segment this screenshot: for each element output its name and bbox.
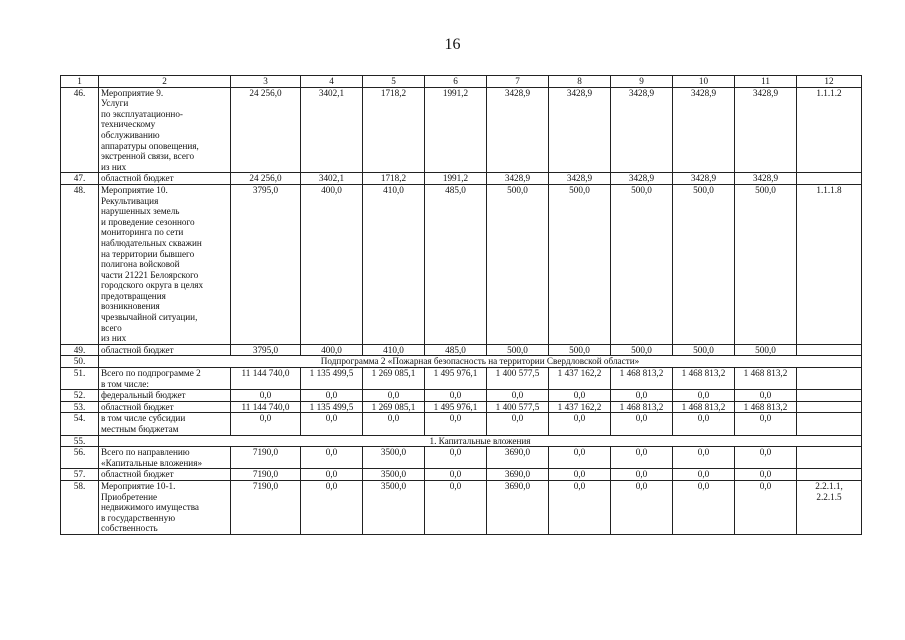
- row-number: 47.: [61, 173, 99, 185]
- row-number: 55.: [61, 435, 99, 447]
- column-number: 6: [425, 76, 487, 88]
- amount-cell: 3500,0: [363, 447, 425, 469]
- amount-cell: 500,0: [549, 184, 611, 344]
- amount-cell: 3402,1: [301, 173, 363, 185]
- target-code: 1.1.1.2: [797, 87, 862, 173]
- amount-cell: 0,0: [425, 447, 487, 469]
- amount-cell: 3500,0: [363, 469, 425, 481]
- table-row: [61, 173, 862, 185]
- amount-cell: 3690,0: [487, 447, 549, 469]
- amount-cell: 1 495 976,1: [425, 368, 487, 390]
- amount-cell: 0,0: [673, 469, 735, 481]
- amount-cell: 0,0: [301, 390, 363, 402]
- amount-cell: 0,0: [425, 390, 487, 402]
- column-number: 7: [487, 76, 549, 88]
- amount-cell: 3428,9: [611, 87, 673, 173]
- row-number: 46.: [61, 87, 99, 173]
- amount-cell: 1 468 813,2: [611, 401, 673, 413]
- target-code: [797, 401, 862, 413]
- amount-cell: 0,0: [611, 447, 673, 469]
- amount-cell: 0,0: [549, 480, 611, 534]
- amount-cell: 500,0: [549, 344, 611, 356]
- amount-cell: 500,0: [611, 344, 673, 356]
- column-number: 9: [611, 76, 673, 88]
- row-number: 48.: [61, 184, 99, 344]
- amount-cell: 485,0: [425, 184, 487, 344]
- amount-cell: 3402,1: [301, 87, 363, 173]
- row-number: 52.: [61, 390, 99, 402]
- item-name: Мероприятие 9. Услуги по эксплуатационно- техническому обслуживанию аппаратуры оповещения, экстренной связи, всего из них: [99, 87, 231, 173]
- section-heading: 1. Капитальные вложения: [99, 435, 862, 447]
- amount-cell: 3428,9: [487, 173, 549, 185]
- target-code: [797, 469, 862, 481]
- amount-cell: 1 400 577,5: [487, 401, 549, 413]
- page-number: 16: [444, 36, 461, 53]
- amount-cell: 24 256,0: [231, 87, 301, 173]
- table-row: [61, 480, 862, 534]
- amount-cell: 7190,0: [231, 480, 301, 534]
- amount-cell: 1 135 499,5: [301, 368, 363, 390]
- amount-cell: 1 437 162,2: [549, 368, 611, 390]
- amount-cell: 3428,9: [549, 87, 611, 173]
- amount-cell: 3795,0: [231, 344, 301, 356]
- amount-cell: 1 468 813,2: [673, 368, 735, 390]
- amount-cell: 11 144 740,0: [231, 368, 301, 390]
- amount-cell: 0,0: [611, 390, 673, 402]
- amount-cell: 3690,0: [487, 480, 549, 534]
- item-name: областной бюджет: [99, 173, 231, 185]
- item-name: Всего по подпрограмме 2 в том числе:: [99, 368, 231, 390]
- amount-cell: 500,0: [673, 184, 735, 344]
- amount-cell: 0,0: [549, 447, 611, 469]
- amount-cell: 24 256,0: [231, 173, 301, 185]
- amount-cell: 0,0: [549, 413, 611, 435]
- amount-cell: 0,0: [231, 413, 301, 435]
- column-number: 3: [231, 76, 301, 88]
- column-number: 8: [549, 76, 611, 88]
- amount-cell: 1 269 085,1: [363, 401, 425, 413]
- amount-cell: 0,0: [301, 480, 363, 534]
- item-name: в том числе субсидии местным бюджетам: [99, 413, 231, 435]
- row-number: 53.: [61, 401, 99, 413]
- amount-cell: 0,0: [611, 413, 673, 435]
- amount-cell: 0,0: [301, 413, 363, 435]
- amount-cell: 3428,9: [735, 87, 797, 173]
- amount-cell: 500,0: [487, 344, 549, 356]
- row-number: 57.: [61, 469, 99, 481]
- column-number: 2: [99, 76, 231, 88]
- item-name: Мероприятие 10. Рекультивация нарушенных земель и проведение сезонного мониторинга по сети наблюдательных скважин на территории бывшего полигона войсковой части 21221 Белоярского городского округа в целях предотвращения возникновения чрезвычайной ситуации, всего из них: [99, 184, 231, 344]
- row-number: 56.: [61, 447, 99, 469]
- budget-table: [60, 75, 862, 535]
- amount-cell: 0,0: [487, 390, 549, 402]
- amount-cell: 0,0: [735, 469, 797, 481]
- column-number: 12: [797, 76, 862, 88]
- amount-cell: 500,0: [735, 344, 797, 356]
- target-code: [797, 344, 862, 356]
- table-row: [61, 390, 862, 402]
- amount-cell: 11 144 740,0: [231, 401, 301, 413]
- item-name: федеральный бюджет: [99, 390, 231, 402]
- target-code: [797, 173, 862, 185]
- amount-cell: 1718,2: [363, 173, 425, 185]
- amount-cell: 0,0: [425, 469, 487, 481]
- amount-cell: 400,0: [301, 344, 363, 356]
- column-number: 11: [735, 76, 797, 88]
- section-heading: Подпрограмма 2 «Пожарная безопасность на территории Свердловской области»: [99, 356, 862, 368]
- row-number: 58.: [61, 480, 99, 534]
- table-row: [61, 435, 862, 447]
- amount-cell: 3690,0: [487, 469, 549, 481]
- target-code: 2.2.1.1, 2.2.1.5: [797, 480, 862, 534]
- amount-cell: 0,0: [549, 390, 611, 402]
- column-number: 10: [673, 76, 735, 88]
- amount-cell: 0,0: [363, 390, 425, 402]
- table-row: [61, 401, 862, 413]
- amount-cell: 0,0: [301, 469, 363, 481]
- target-code: [797, 368, 862, 390]
- amount-cell: 1 468 813,2: [673, 401, 735, 413]
- amount-cell: 3428,9: [673, 87, 735, 173]
- amount-cell: 0,0: [735, 413, 797, 435]
- amount-cell: 3795,0: [231, 184, 301, 344]
- amount-cell: 1 468 813,2: [735, 368, 797, 390]
- amount-cell: 410,0: [363, 344, 425, 356]
- amount-cell: 0,0: [611, 469, 673, 481]
- table-row: [61, 184, 862, 344]
- table-header-row: [61, 76, 862, 88]
- amount-cell: 0,0: [673, 447, 735, 469]
- amount-cell: 1 135 499,5: [301, 401, 363, 413]
- table-row: [61, 356, 862, 368]
- amount-cell: 0,0: [425, 413, 487, 435]
- amount-cell: 0,0: [363, 413, 425, 435]
- item-name: областной бюджет: [99, 469, 231, 481]
- amount-cell: 3428,9: [735, 173, 797, 185]
- item-name: областной бюджет: [99, 344, 231, 356]
- amount-cell: 7190,0: [231, 469, 301, 481]
- row-number: 54.: [61, 413, 99, 435]
- target-code: [797, 447, 862, 469]
- amount-cell: 0,0: [487, 413, 549, 435]
- amount-cell: 0,0: [549, 469, 611, 481]
- column-number: 5: [363, 76, 425, 88]
- amount-cell: 3500,0: [363, 480, 425, 534]
- amount-cell: 1991,2: [425, 87, 487, 173]
- amount-cell: 3428,9: [673, 173, 735, 185]
- table-row: [61, 87, 862, 173]
- amount-cell: 0,0: [735, 447, 797, 469]
- target-code: [797, 413, 862, 435]
- amount-cell: 0,0: [231, 390, 301, 402]
- amount-cell: 485,0: [425, 344, 487, 356]
- row-number: 51.: [61, 368, 99, 390]
- row-number: 49.: [61, 344, 99, 356]
- amount-cell: 500,0: [735, 184, 797, 344]
- amount-cell: 3428,9: [487, 87, 549, 173]
- amount-cell: 500,0: [487, 184, 549, 344]
- table-row: [61, 413, 862, 435]
- amount-cell: 0,0: [673, 413, 735, 435]
- amount-cell: 1718,2: [363, 87, 425, 173]
- amount-cell: 500,0: [673, 344, 735, 356]
- amount-cell: 0,0: [425, 480, 487, 534]
- table-row: [61, 344, 862, 356]
- amount-cell: 1 495 976,1: [425, 401, 487, 413]
- amount-cell: 0,0: [611, 480, 673, 534]
- amount-cell: 500,0: [611, 184, 673, 344]
- amount-cell: 1 400 577,5: [487, 368, 549, 390]
- target-code: [797, 390, 862, 402]
- item-name: областной бюджет: [99, 401, 231, 413]
- amount-cell: 7190,0: [231, 447, 301, 469]
- amount-cell: 1 468 813,2: [735, 401, 797, 413]
- amount-cell: 1991,2: [425, 173, 487, 185]
- amount-cell: 1 437 162,2: [549, 401, 611, 413]
- table-row: [61, 368, 862, 390]
- column-number: 4: [301, 76, 363, 88]
- row-number: 50.: [61, 356, 99, 368]
- column-number: 1: [61, 76, 99, 88]
- table-row: [61, 447, 862, 469]
- amount-cell: 0,0: [735, 390, 797, 402]
- table-row: [61, 469, 862, 481]
- amount-cell: 1 269 085,1: [363, 368, 425, 390]
- amount-cell: 400,0: [301, 184, 363, 344]
- item-name: Мероприятие 10-1. Приобретение недвижимого имущества в государственную собственность: [99, 480, 231, 534]
- amount-cell: 1 468 813,2: [611, 368, 673, 390]
- amount-cell: 0,0: [735, 480, 797, 534]
- target-code: 1.1.1.8: [797, 184, 862, 344]
- amount-cell: 0,0: [673, 390, 735, 402]
- amount-cell: 0,0: [673, 480, 735, 534]
- amount-cell: 3428,9: [549, 173, 611, 185]
- amount-cell: 3428,9: [611, 173, 673, 185]
- amount-cell: 410,0: [363, 184, 425, 344]
- item-name: Всего по направлению «Капитальные вложения»: [99, 447, 231, 469]
- amount-cell: 0,0: [301, 447, 363, 469]
